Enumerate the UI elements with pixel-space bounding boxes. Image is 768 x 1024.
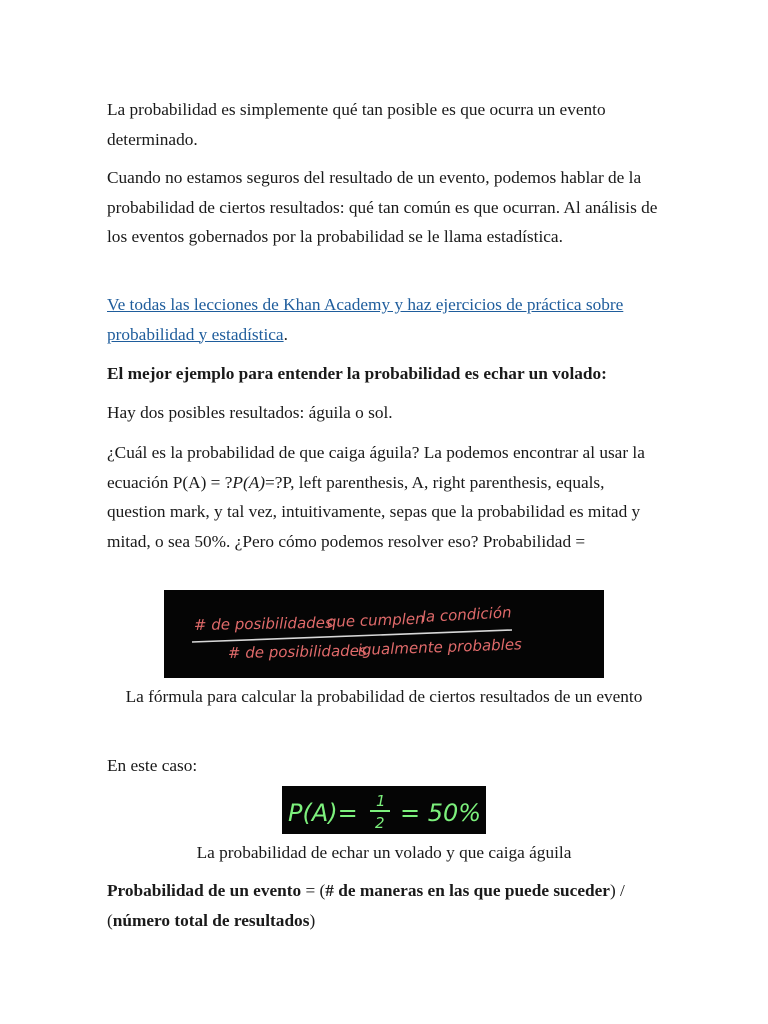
equation-lhs: P(A)= — [288, 799, 358, 827]
definition-bold-1: Probabilidad de un evento — [107, 881, 302, 900]
outcomes-paragraph: Hay dos posibles resultados: águila o sol. — [107, 403, 393, 422]
denominator-part-a: # de posibilidades — [227, 641, 367, 662]
question-text-b: =?P, left parenthesis, A, right parenthesis, equals, question mark, y tal vez, intuitivamente, sepas que la probabilidad es mitad y mitad, o sea 50%. ¿Pero cómo podemos resolver eso? Probabilidad = — [107, 472, 641, 551]
case-label: En este caso: — [107, 756, 198, 775]
definition-eq: = ( — [301, 881, 326, 900]
formula-numerator — [194, 603, 512, 634]
numerator-part-a: # de posibilidades — [193, 613, 333, 634]
numerator-part-b: que cumplen — [326, 609, 425, 631]
question-paragraph — [107, 438, 667, 556]
formula-caption: La fórmula para calcular la probabilidad de ciertos resultados de un evento — [125, 687, 643, 706]
numerator-part-c: la condición — [421, 603, 512, 626]
intro-paragraph: La probabilidad es simplemente qué tan posible es que ocurra un evento determinado. — [107, 100, 606, 149]
denominator-part-b: igualmente probables — [357, 635, 523, 659]
equation-rhs: = 50% — [400, 799, 482, 827]
definition-bold-2: # de maneras en las que puede suceder — [325, 881, 610, 900]
probability-formula-image — [164, 590, 604, 678]
example-heading-text: El mejor ejemplo para entender la probabilidad es echar un volado: — [107, 364, 607, 383]
link-suffix: . — [283, 324, 288, 344]
fraction-denominator: 2 — [375, 814, 385, 832]
coin-probability-image — [282, 786, 486, 834]
coin-caption: La probabilidad de echar un volado y que caiga águila — [196, 843, 572, 862]
khan-link-paragraph — [107, 290, 667, 349]
definition-mid: ) / ( — [107, 881, 625, 930]
khan-academy-link[interactable]: Ve todas las lecciones de Khan Academy y haz ejercicios de práctica sobre probabilidad y estadística — [107, 295, 624, 344]
math-expression: P(A) — [232, 472, 266, 492]
fraction-numerator: 1 — [376, 792, 386, 810]
uncertainty-paragraph: Cuando no estamos seguros del resultado de un evento, podemos hablar de la probabilidad de ciertos resultados: qué tan común es que ocurran. Al análisis de los eventos gobernados por la probabilidad se le llama estadística. — [107, 168, 658, 246]
example-heading — [107, 359, 667, 389]
definition-bold-3: número total de resultados — [112, 910, 310, 930]
definition-end: ) — [309, 910, 316, 930]
question-text-a: ¿Cuál es la probabilidad de que caiga águila? La podemos encontrar al usar la ecuación P(A) = ? — [107, 443, 645, 492]
event-probability-definition — [107, 876, 667, 935]
